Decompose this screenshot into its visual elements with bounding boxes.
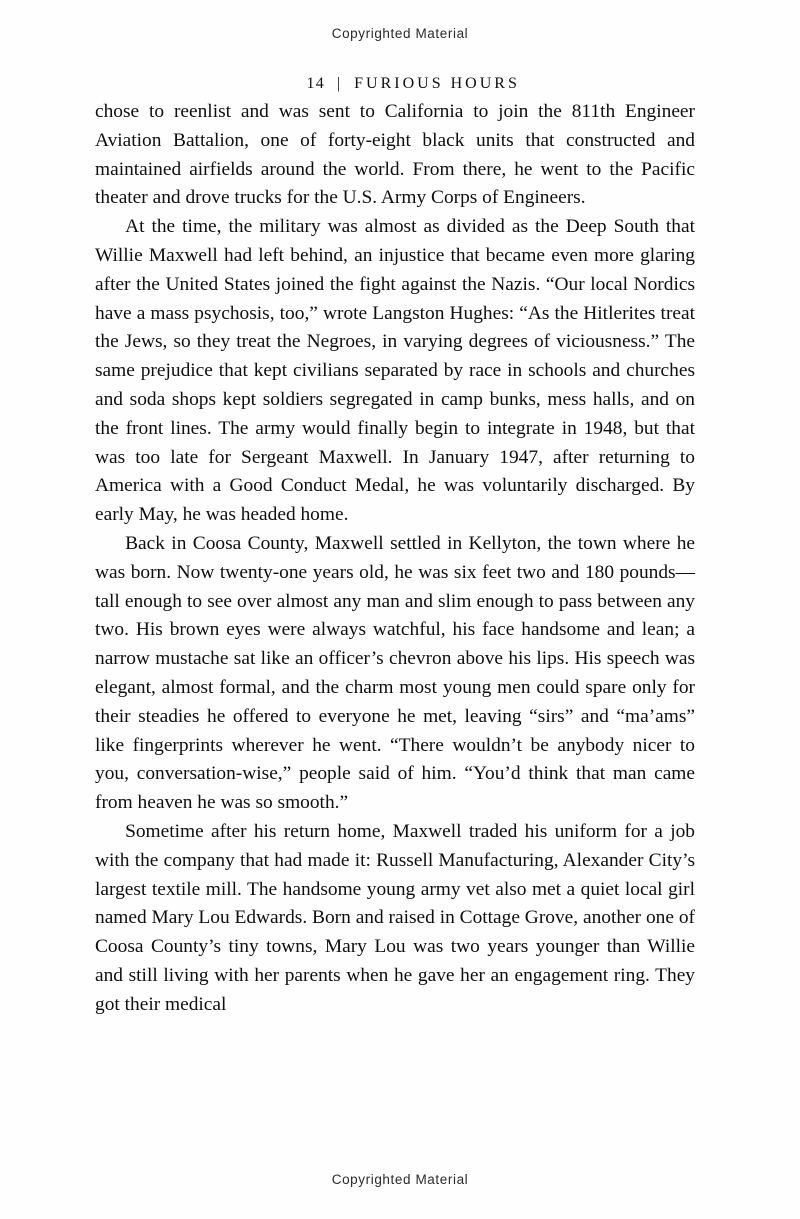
copyright-watermark-bottom: Copyrighted Material bbox=[331, 1172, 469, 1187]
running-head-separator: | bbox=[336, 75, 341, 92]
paragraph: Back in Coosa County, Maxwell settled in Kellyton, the town where he was born. Now twenty-one years old, he was six feet two and 180 pounds—tall enough to see over almost any man and slim enough to pass between any two. His brown eyes were always watchful, his face handsome and lean; a narrow mustache sat like an officer’s chevron above his lips. His speech was elegant, almost formal, and the charm most young men could spare only for their steadies he offered to everyone he met, leaving “sirs” and “ma’ams” like fingerprints wherever he went. “There wouldn’t be anybody nicer to you, conversation-wise,” people said of him. “You’d think that man came from heaven he was so smooth.” bbox=[95, 532, 695, 814]
paragraph: At the time, the military was almost as divided as the Deep South that Willie Maxwell had left behind, an injustice that became even more glaring after the United States joined the fight against the Nazis. “Our local Nordics have a mass psychosis, too,” wrote Langston Hughes: “As the Hitlerites treat the Jews, so they treat the Negroes, in varying degrees of viciousness.” The same prejudice that kept civilians separated by race in schools and churches and soda shops kept soldiers segregated in camp bunks, mess halls, and on the front lines. The army would finally begin to integrate in 1948, but that was too late for Sergeant Maxwell. In January 1947, after returning to America with a Good Conduct Medal, he was voluntarily discharged. By early May, he was headed home. bbox=[95, 216, 695, 526]
paragraph: Sometime after his return home, Maxwell traded his uniform for a job with the company that had made it: Russell Manufacturing, Alexander City’s largest textile mill. The handsome young army vet also met a quiet local girl named Mary Lou Edwards. Born and raised in Cottage Grove, another one of Coosa County’s tiny towns, Mary Lou was two years younger than Willie and still living with her parents when he gave her an engagement ring. They got their medical bbox=[95, 820, 695, 1015]
copyright-watermark-top: Copyrighted Material bbox=[331, 26, 469, 41]
page-body bbox=[95, 98, 695, 1020]
book-title: FURIOUS HOURS bbox=[354, 75, 520, 92]
paragraph: chose to reenlist and was sent to California to join the 811th Engineer Aviation Battalion, one of forty-eight black units that constructed and maintained airfields around the world. From there, he went to the Pacific theater and drove trucks for the U.S. Army Corps of Engineers. bbox=[95, 101, 695, 209]
page-number: 14 bbox=[306, 75, 325, 92]
